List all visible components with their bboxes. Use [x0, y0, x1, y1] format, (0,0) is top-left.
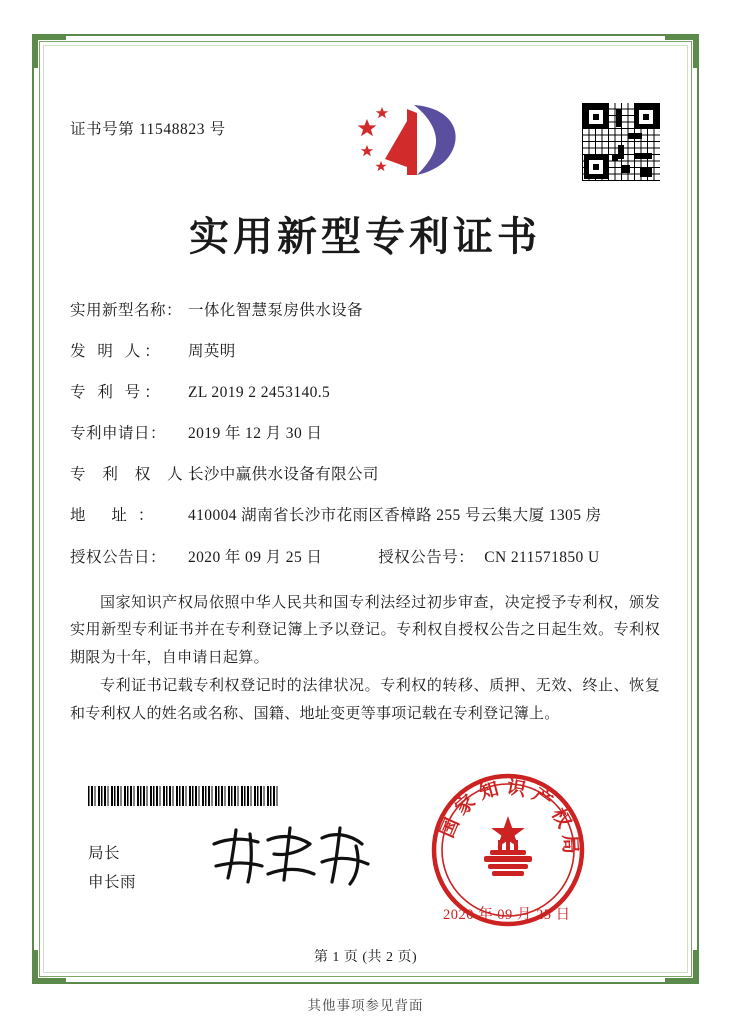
qr-eye-top-right — [634, 105, 658, 129]
qr-eye-top-left — [584, 105, 608, 129]
signatory-name: 申长雨 — [88, 873, 137, 891]
field-label: 地 址： — [70, 507, 165, 525]
field-label: 实用新型名称： — [70, 302, 183, 319]
seal-date: 2020 年 09 月 25 日 — [443, 907, 571, 923]
header-row — [70, 95, 660, 195]
footnote: 其他事项参见背面 — [307, 998, 424, 1013]
field-value: 一体化智慧泵房供水设备 — [188, 302, 363, 319]
field-label: 专 利 权 人： — [70, 466, 212, 484]
page-number: 第 1 页 (共 2 页) — [313, 950, 418, 965]
field-list — [70, 302, 660, 567]
field-patentee — [70, 466, 660, 485]
field-value: 2019 年 12 月 30 日 — [188, 425, 323, 443]
handwritten-signature-icon — [206, 822, 386, 892]
field-invention-name — [70, 302, 660, 321]
qr-code-icon — [582, 103, 660, 181]
field-grant-row — [70, 549, 660, 568]
field-label: 专利申请日： — [70, 425, 167, 443]
field-value: 长沙中赢供水设备有限公司 — [188, 466, 379, 484]
svg-text:国家知识产权局: 国家知识产权局 — [436, 775, 582, 861]
signatory-title: 局长 — [88, 845, 121, 862]
legal-paragraph-2: 专利证书记载专利权登记时的法律状况。专利权的转移、质押、无效、终止、恢复和专利权人的姓名或名称、国籍、地址变更等事项记载在专利登记簿上。 — [70, 677, 660, 722]
field-address — [70, 507, 660, 526]
field-application-date — [70, 425, 660, 444]
qr-eye-bottom-left — [584, 155, 608, 179]
corner-ornament-top-right — [665, 34, 699, 68]
legal-paragraph-1: 国家知识产权局依照中华人民共和国专利法经过初步审查，决定授予专利权，颁发实用新型专利证书并在专利登记簿上予以登记。专利权自授权公告之日起生效。专利权期限为十年，自申请日起算。 — [70, 594, 660, 667]
field-value: ZL 2019 2 2453140.5 — [188, 384, 331, 402]
field-value: CN 211571850 U — [484, 548, 600, 566]
certificate-number: 证书号第 11548823 号 — [70, 121, 226, 138]
field-inventor — [70, 343, 660, 362]
field-patent-number — [70, 384, 660, 403]
field-label: 专 利 号： — [70, 384, 164, 402]
field-label: 授权公告日： — [70, 548, 167, 566]
signature-block — [88, 840, 418, 897]
field-label: 授权公告号： — [378, 548, 475, 566]
page-title: 实用新型专利证书 — [189, 213, 541, 260]
patent-office-logo-icon — [351, 97, 471, 183]
corner-ornament-top-left — [32, 34, 66, 68]
field-value: 410004 湖南省长沙市花雨区香樟路 255 号云集大厦 1305 房 — [188, 507, 602, 525]
field-grant-date — [70, 549, 322, 568]
field-label: 发 明 人： — [70, 343, 164, 361]
field-value: 2020 年 09 月 25 日 — [188, 548, 323, 566]
field-grant-publication-number — [378, 549, 599, 568]
legal-text — [70, 590, 660, 729]
field-value: 周英明 — [188, 343, 236, 361]
barcode-icon — [88, 786, 278, 806]
certificate-content — [70, 95, 660, 728]
signatory-labels — [88, 840, 136, 897]
